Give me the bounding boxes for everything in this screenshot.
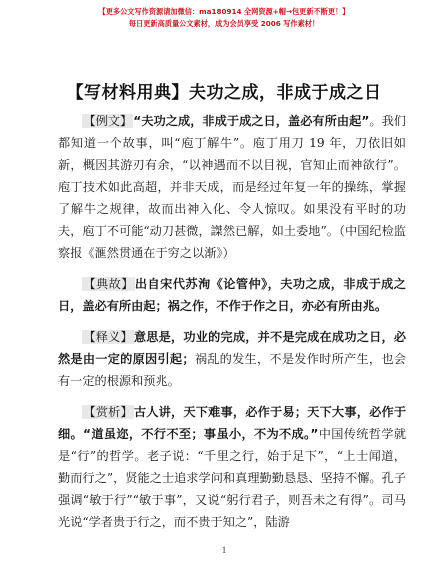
meaning-lead: 意思是，功业的完成，并不是完成在成功之日，必然是由一定的原因引起； [58, 330, 407, 366]
page-number: 1 [221, 545, 227, 555]
tag-appreciation: 【赏析】 [83, 405, 133, 419]
tag-meaning: 【释义】 [83, 330, 133, 344]
example-text: 。我们都知道一个故事，叫“庖丁解牛”。庖丁用刀 19 年，刀依旧如新，概因其游刃有余，“以神遇而不以目视，官知止而神欲行”。庖丁技术如此高超，并非天成，而是经过年复一年的操练，掌握了解牛之规律，故而出神入化、令人惊叹。如果没有平时的功夫，庖丁不可能“动刀甚微，謋然已解，如土委地”。（中国纪检监察报《滙然贯通在于穷之以渐》） [58, 114, 406, 260]
example-lead: “夫功之成，非成于成之日，盖必有所由起” [133, 114, 370, 128]
appreciation-text: 中国传统哲学就是“行”的哲学。老子说：“千里之行，始于足下”，“上士闻道，勤而行之”，贤能之士追求学问和真理勤勤恳恳、坚持不懈。孔子强调“敏于行”“敏于事”，又说“躬行君子，则吾未之有得”。司马光说“学者贵于行之，而不贵于知之”，陆游 [58, 427, 407, 529]
tag-allusion: 【典故】 [83, 277, 134, 291]
article-body [58, 110, 406, 542]
banner-line-2: 每日更新高质量公文素材，成为会员享受 2006 写作素材！ [128, 19, 320, 28]
tag-example: 【例文】 [83, 114, 133, 128]
page-title: 【写材料用典】夫功之成，非成于成之日 [66, 83, 382, 103]
header-banner [0, 6, 448, 30]
paragraph-allusion [58, 273, 406, 317]
banner-line-1: 【更多公文写作资源请加微信：ma180914 全网资源+帽→包更新不断更！】 [98, 7, 350, 16]
paragraph-example [58, 110, 406, 264]
paragraph-appreciation [58, 401, 406, 533]
allusion-lead: 出自宋代苏洵《论管仲》，夫功之成，非成于成之日，盖必有所由起；祸之作，不作于作之日，亦必有所由兆。 [58, 277, 406, 313]
appreciation-lead: 古人讲，天下难事，必作于易；天下大事，必作于细。“道虽迩，不行不至；事虽小，不为不成。” [58, 405, 407, 441]
meaning-text: 祸乱的发生，不是发作时所产生，也会有一定的根源和预兆。 [58, 352, 406, 388]
paragraph-meaning [58, 326, 406, 392]
